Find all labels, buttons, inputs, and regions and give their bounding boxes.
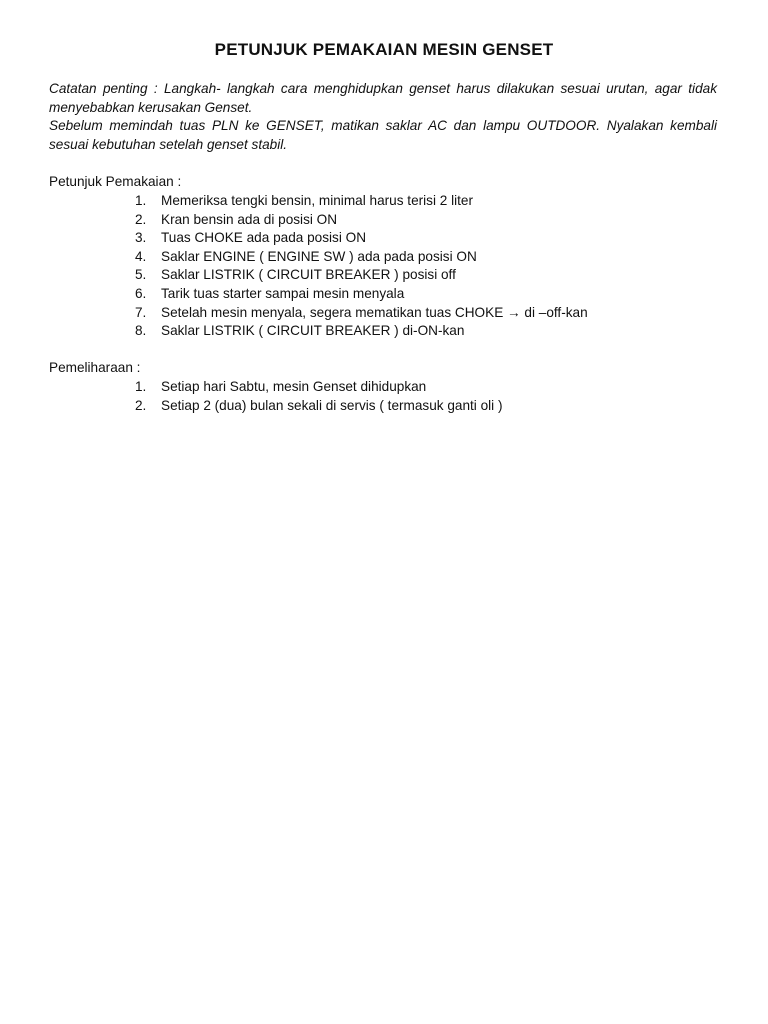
list-item-number: 7. bbox=[135, 304, 147, 320]
list-item-number: 8. bbox=[135, 323, 147, 339]
list-item-text: Tuas CHOKE ada pada posisi ON bbox=[161, 230, 367, 246]
list-item-text: Kran bensin ada di posisi ON bbox=[161, 211, 338, 227]
list-item-text: Setiap 2 (dua) bulan sekali di servis ( termasuk ganti oli ) bbox=[161, 397, 503, 413]
list-item-number: 5. bbox=[135, 267, 147, 283]
list-item bbox=[135, 211, 715, 230]
list-item-text: Setiap hari Sabtu, mesin Genset dihidupkan bbox=[161, 379, 427, 394]
list-item-text: Saklar LISTRIK ( CIRCUIT BREAKER ) di-ON-kan bbox=[161, 323, 465, 339]
note-paragraph: Sebelum memindah tuas PLN ke GENSET, matikan saklar AC dan lampu OUTDOOR. Nyalakan kembali sesuai kebutuhan setelah genset stabil. bbox=[49, 118, 717, 152]
list-item-text: Saklar LISTRIK ( CIRCUIT BREAKER ) posisi off bbox=[161, 267, 456, 283]
list-item bbox=[135, 322, 715, 341]
list-item-number: 2. bbox=[135, 397, 147, 413]
note-paragraph: Catatan penting : Langkah- langkah cara menghidupkan genset harus dilakukan sesuai urutan, agar tidak menyebabkan kerusakan Genset. bbox=[49, 81, 717, 115]
steps-heading: Petunjuk Pemakaian : bbox=[49, 174, 182, 189]
list-item-number: 6. bbox=[135, 285, 147, 301]
page-title: PETUNJUK PEMAKAIAN MESIN GENSET bbox=[214, 40, 554, 59]
list-item-number: 1. bbox=[135, 379, 147, 394]
list-item-number: 4. bbox=[135, 248, 147, 264]
list-item bbox=[135, 229, 715, 248]
list-item-number: 2. bbox=[135, 211, 147, 227]
list-item bbox=[135, 248, 715, 267]
list-item bbox=[135, 304, 715, 323]
list-item-text: Setelah mesin menyala, segera mematikan tuas CHOKE → di –off-kan bbox=[161, 304, 588, 320]
important-note bbox=[49, 80, 717, 154]
maintenance-list bbox=[135, 378, 715, 415]
list-item bbox=[135, 285, 715, 304]
list-item bbox=[135, 397, 715, 416]
list-item-text: Tarik tuas starter sampai mesin menyala bbox=[161, 285, 405, 301]
list-item-text: Memeriksa tengki bensin, minimal harus terisi 2 liter bbox=[161, 193, 474, 208]
list-item bbox=[135, 378, 715, 397]
list-item-number: 1. bbox=[135, 193, 147, 208]
steps-list bbox=[135, 192, 715, 341]
maintenance-heading: Pemeliharaan : bbox=[49, 360, 141, 375]
list-item bbox=[135, 192, 715, 211]
list-item-text: Saklar ENGINE ( ENGINE SW ) ada pada posisi ON bbox=[161, 248, 477, 264]
list-item-number: 3. bbox=[135, 230, 147, 246]
list-item bbox=[135, 266, 715, 285]
